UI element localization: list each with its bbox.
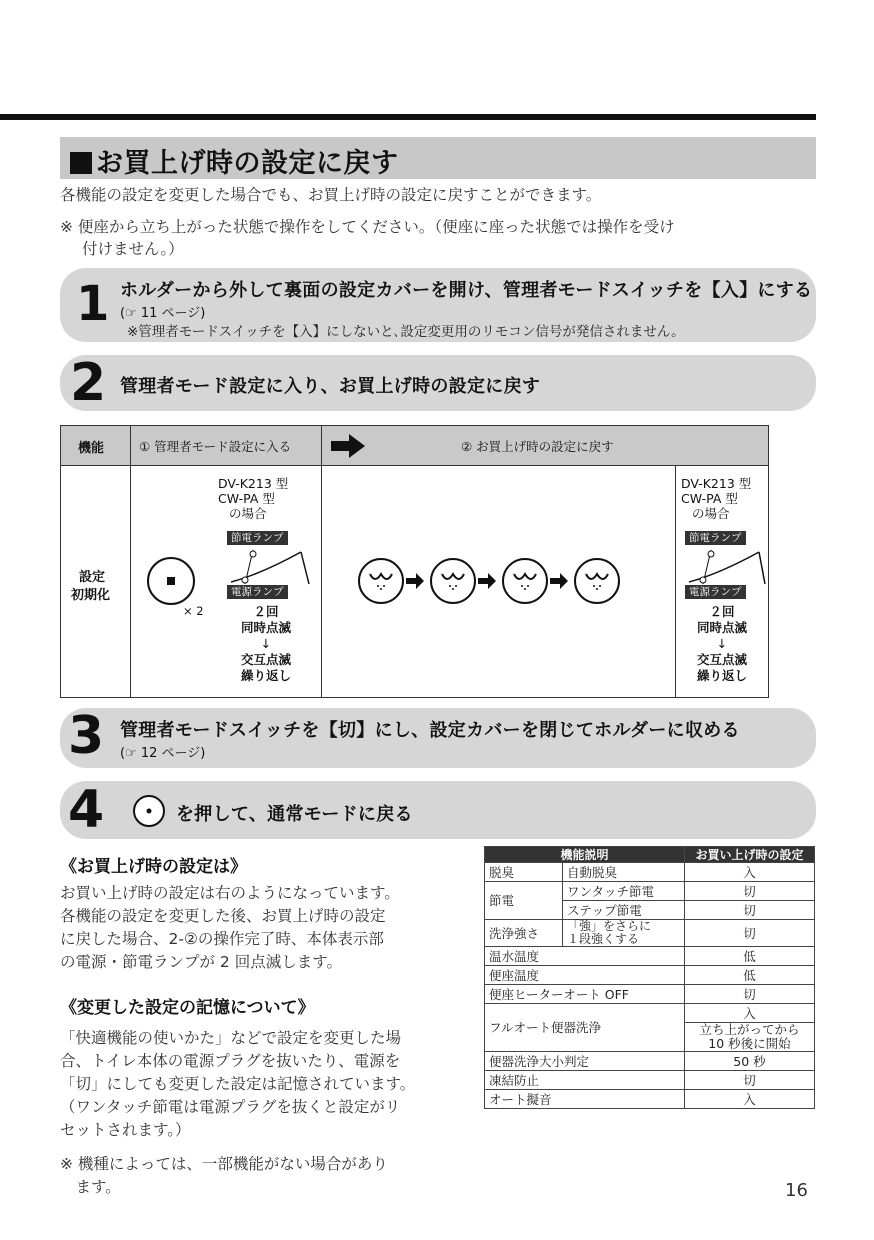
square-bullet-icon [70, 152, 92, 174]
row-label-1: 設定 [79, 570, 106, 585]
cell: ステップ節電 [563, 901, 685, 920]
blink-3: 交互点滅 [240, 652, 291, 667]
table-row [485, 882, 815, 901]
lamp-diagram-icon-right [689, 544, 767, 586]
cell: 50 秒 [685, 1052, 815, 1071]
table-row [485, 966, 815, 985]
factory-line-4: の電源・節電ランプが 2 回点滅します。 [60, 953, 342, 971]
memory-line-3: 「切」にしても変更した設定は記憶されています。 [60, 1075, 416, 1093]
cell: 入 [685, 1090, 815, 1109]
cell: ワンタッチ節電 [563, 882, 685, 901]
lamp-save-tag-right: 節電ランプ [685, 531, 746, 545]
factory-line-1: お買い上げ時の設定は右のようになっています。 [60, 884, 400, 902]
step-2-title: 管理者モード設定に入り、お買上げ時の設定に戻す [120, 376, 541, 397]
model-line-1-right: DV-K213 型 [681, 476, 752, 491]
model-line-1: DV-K213 型 [218, 476, 289, 491]
cell: 凍結防止 [485, 1071, 685, 1090]
lamp-power-tag: 電源ランプ [227, 585, 288, 599]
memory-line-6: ※ 機種によっては、一部機能がない場合があり [60, 1155, 388, 1173]
blink-2: 同時点滅 [240, 620, 291, 635]
table-row [485, 1052, 815, 1071]
model-line-2-right: CW-PA 型 [681, 491, 738, 506]
table-row [485, 1090, 815, 1109]
step-3-ref: (☞ 12 ページ) [120, 746, 206, 761]
memory-line-1: 「快適機能の使いかた」などで設定を変更した場 [60, 1029, 402, 1047]
table-row [485, 1071, 815, 1090]
page-title-text: お買上げ時の設定に戻す [96, 148, 399, 179]
page-title [70, 141, 399, 180]
lamp-save-tag: 節電ランプ [227, 531, 288, 545]
intro-line-1: 各機能の設定を変更した場合でも、お買上げ時の設定に戻すことができます。 [60, 186, 602, 204]
divider-line [321, 426, 322, 466]
right-arrow-icon [331, 434, 365, 458]
cell: 温水温度 [485, 947, 685, 966]
cell: 脱臭 [485, 863, 563, 882]
intro-line-2: ※ 便座から立ち上がった状態で操作をしてください。（便座に座った状態では操作を受け [60, 218, 675, 236]
top-rule [0, 114, 816, 120]
wash-button-icon [575, 559, 619, 603]
cell: 切 [685, 882, 815, 901]
table-row [485, 847, 815, 863]
table-row [485, 947, 815, 966]
page-number: 16 [785, 1180, 808, 1201]
cell: 切 [685, 985, 815, 1004]
cell: 便座ヒーターオート OFF [485, 985, 685, 1004]
cell: 洗浄強さ [485, 920, 563, 947]
header-function: 機能説明 [485, 847, 685, 863]
model-line-2: CW-PA 型 [218, 491, 275, 506]
press-times: × 2 [183, 604, 204, 618]
factory-heading: 《お買上げ時の設定は》 [60, 857, 247, 877]
table-row [485, 1004, 815, 1023]
blink-4: 繰り返し [240, 668, 291, 683]
cell: 便器洗浄大小判定 [485, 1052, 685, 1071]
cell: 入 [685, 863, 815, 882]
row-label-2: 初期化 [71, 588, 111, 603]
step-4-title: を押して、通常モードに戻る [176, 804, 413, 825]
settings-table [484, 846, 815, 1109]
model-line-3-right: の場合 [692, 506, 730, 521]
step-4-number: 4 [68, 780, 105, 840]
blink-1-right: ２回 [709, 604, 735, 619]
blink-1: ２回 [253, 604, 279, 619]
dot-button-icon [132, 794, 166, 828]
divider-line [130, 426, 131, 697]
step-3-title: 管理者モードスイッチを【切】にし、設定カバーを閉じてホルダーに収める [120, 720, 740, 741]
cell: 節電 [485, 882, 563, 920]
memory-line-2: 合、トイレ本体の電源プラグを抜いたり、電源を [60, 1052, 401, 1070]
step-3-number: 3 [68, 706, 105, 766]
lamp-diagram-icon [231, 544, 311, 586]
cell-line: 「強」をさらに [567, 919, 652, 933]
wash-button-sequence [356, 556, 636, 606]
step-1-note: ※管理者モードスイッチを【入】にしないと､設定変更用のリモコン信号が発信されません。 [127, 324, 685, 340]
arrow-down-1: ↓ [260, 636, 272, 651]
cell: 便座温度 [485, 966, 685, 985]
blink-4-right: 繰り返し [696, 668, 747, 683]
step-4-box [60, 781, 816, 839]
cell: 切 [685, 1071, 815, 1090]
cell-line: 10 秒後に開始 [708, 1036, 791, 1051]
cell [563, 920, 685, 947]
step-1-ref: (☞ 11 ページ) [120, 306, 206, 321]
model-line-3: の場合 [229, 506, 267, 521]
wash-button-icon [359, 559, 403, 603]
col-step2: ② お買上げ時の設定に戻す [461, 439, 614, 454]
blink-2-right: 同時点滅 [696, 620, 747, 635]
lamp-power-tag-right: 電源ランプ [685, 585, 746, 599]
cell: オート擬音 [485, 1090, 685, 1109]
factory-line-3: に戻した場合、2-②の操作完了時、本体表示部 [60, 930, 384, 948]
cell: 切 [685, 901, 815, 920]
cell [685, 1023, 815, 1052]
cell: 切 [685, 920, 815, 947]
wash-button-icon [431, 559, 475, 603]
table-row [485, 863, 815, 882]
table-row [485, 920, 815, 947]
divider-line [675, 466, 676, 697]
step-2-number: 2 [70, 353, 107, 413]
memory-heading: 《変更した設定の記憶について》 [60, 998, 315, 1018]
cell: フルオート便器洗浄 [485, 1004, 685, 1052]
memory-line-5: セットされます。） [60, 1121, 191, 1139]
table-row [485, 985, 815, 1004]
col-function: 機能 [78, 441, 105, 456]
arrow-down-right: ↓ [716, 636, 728, 651]
blink-3-right: 交互点滅 [696, 652, 747, 667]
stop-button-icon [146, 556, 196, 606]
memory-line-4: （ワンタッチ節電は電源プラグを抜くと設定がリ [60, 1098, 401, 1116]
intro-line-3: 付けません。） [82, 240, 184, 258]
cell: 低 [685, 966, 815, 985]
header-default: お買い上げ時の設定 [685, 847, 815, 863]
step-1-number: 1 [76, 276, 110, 332]
cell-line: 立ち上がってから [699, 1022, 800, 1037]
col-step1: ① 管理者モード設定に入る [139, 439, 292, 454]
memory-line-7: ます。 [60, 1178, 121, 1196]
cell: 低 [685, 947, 815, 966]
divider-line [321, 466, 322, 697]
factory-line-2: 各機能の設定を変更した後、お買上げ時の設定 [60, 907, 386, 925]
wash-button-icon [503, 559, 547, 603]
procedure-table [60, 425, 769, 698]
cell-line: １段強くする [567, 932, 640, 946]
step-1-title: ホルダーから外して裏面の設定カバーを開け、管理者モードスイッチを【入】にする [120, 280, 813, 301]
cell: 自動脱臭 [563, 863, 685, 882]
cell: 入 [685, 1004, 815, 1023]
